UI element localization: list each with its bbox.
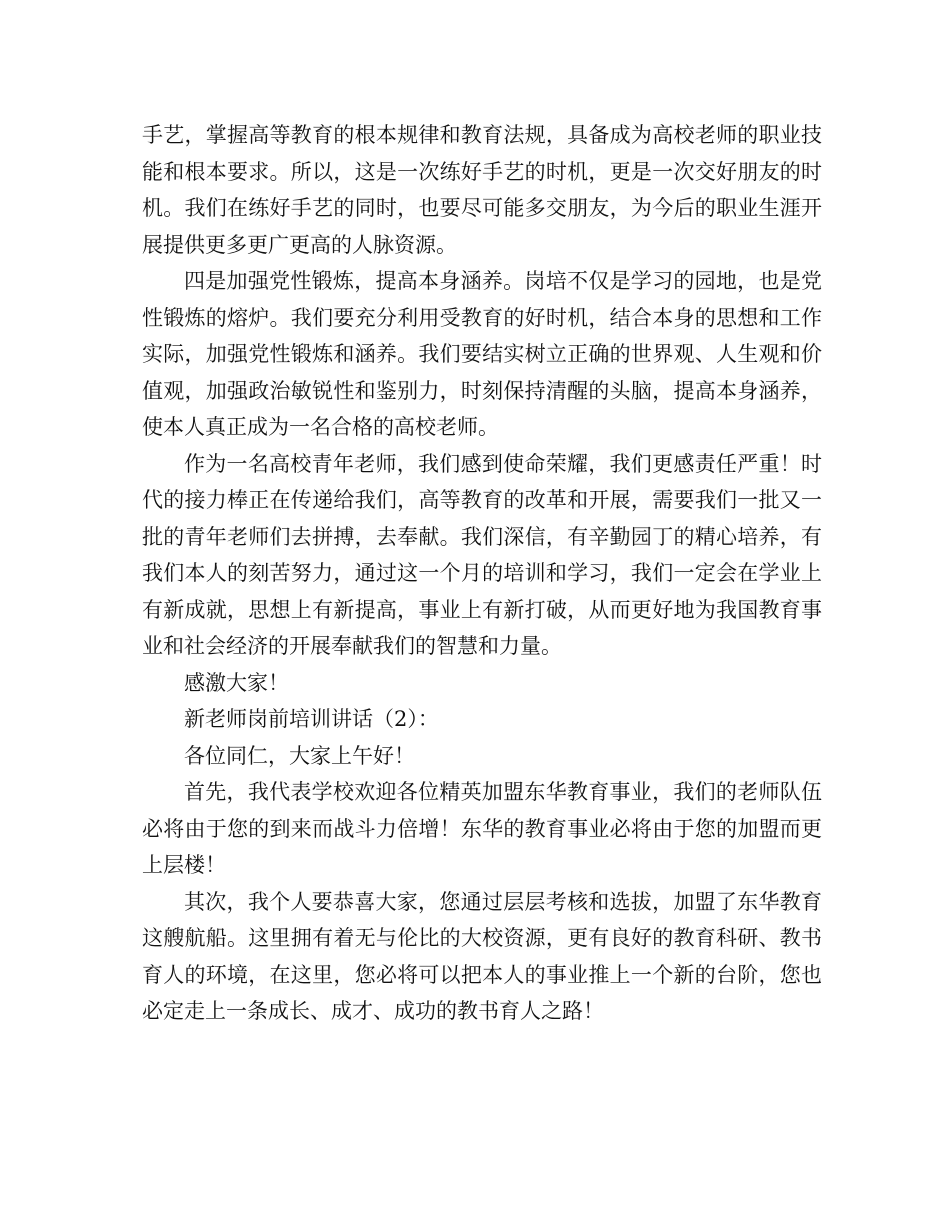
paragraph-7: 首先，我代表学校欢迎各位精英加盟东华教育事业，我们的老师队伍必将由于您的到来而战斗力倍增！东华的教育事业必将由于您的加盟而更上层楼！ xyxy=(142,780,822,877)
paragraph-1: 手艺，掌握高等教育的根本规律和教育法规，具备成为高校老师的职业技能和根本要求。所以，这是一次练好手艺的时机，更是一次交好朋友的时机。我们在练好手艺的同时，也要尽可能多交朋友，为今后的职业生涯开展提供更多更广更高的人脉资源。 xyxy=(142,123,822,257)
paragraph-3: 作为一名高校青年老师，我们感到使命荣耀，我们更感责任严重！时代的接力棒正在传递给我们，高等教育的改革和开展，需要我们一批又一批的青年老师们去拼搏，去奉献。我们深信，有辛勤园丁的精心培养，有我们本人的刻苦努力，通过这一个月的培训和学习，我们一定会在学业上有新成就，思想上有新提高，事业上有新打破，从而更好地为我国教育事业和社会经济的开展奉献我们的智慧和力量。 xyxy=(142,451,822,658)
paragraph-8: 其次，我个人要恭喜大家，您通过层层考核和选拔，加盟了东华教育这艘航船。这里拥有着无与伦比的大校资源，更有良好的教育科研、教书育人的环境，在这里，您必将可以把本人的事业推上一个新的台阶，您也必定走上一条成长、成才、成功的教书育人之路！ xyxy=(142,889,822,1023)
document-body xyxy=(142,117,822,1030)
section-heading: 新老师岗前培训讲话（2）： xyxy=(184,707,439,731)
paragraph-4: 感激大家！ xyxy=(184,670,289,695)
paragraph-2: 四是加强党性锻炼，提高本身涵养。岗培不仅是学习的园地，也是党性锻炼的熔炉。我们要充分利用受教育的好时机，结合本身的思想和工作实际，加强党性锻炼和涵养。我们要结实树立正确的世界观、人生观和价值观，加强政治敏锐性和鉴别力，时刻保持清醒的头脑，提高本身涵养，使本人真正成为一名合格的高校老师。 xyxy=(142,269,822,439)
greeting: 各位同仁，大家上午好！ xyxy=(184,743,415,768)
